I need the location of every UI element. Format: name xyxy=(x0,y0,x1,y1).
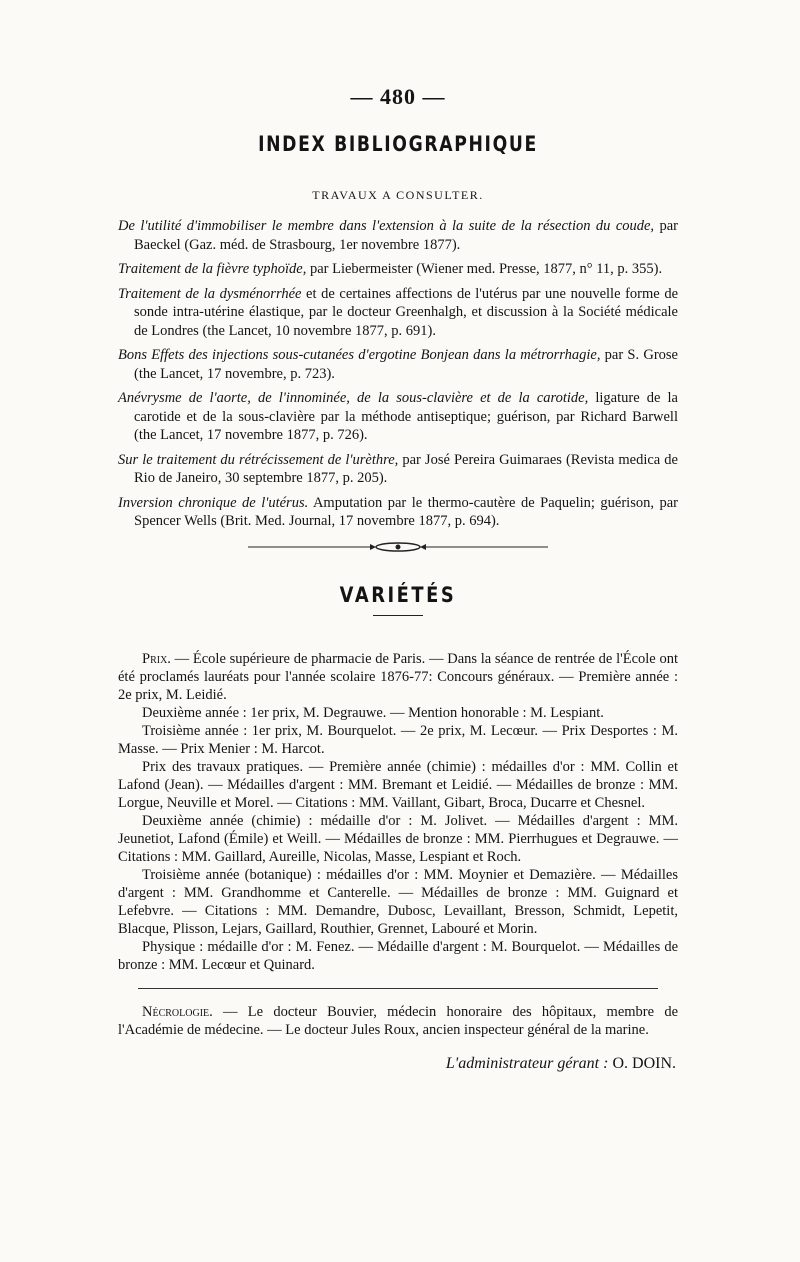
entry-details: ligature de la carotide et de la sous-clavière par la méthode antiseptique; guérison, par Richard Barwell (the Lancet, 17 novembre 1877, p. 726). xyxy=(134,390,678,443)
entry-title: Inversion chronique de l'utérus. xyxy=(118,494,309,511)
bibliography-entry xyxy=(118,389,678,445)
bibliography-entry xyxy=(118,451,678,488)
bibliography-entry xyxy=(118,285,678,341)
necrologie-paragraph xyxy=(118,1003,678,1039)
bibliography-entry xyxy=(118,217,678,254)
bibliography-entry xyxy=(118,346,678,383)
ornament-divider xyxy=(248,541,548,553)
entry-details: Amputation par le thermo-cautère de Paquelin; guérison, par Spencer Wells (Brit. Med. Journal, 17 novembre 1877, p. 694). xyxy=(134,494,679,529)
prizes-section xyxy=(118,650,678,974)
signature-label: L'administrateur gérant : xyxy=(445,1054,609,1072)
signature-name: O. DOIN. xyxy=(608,1054,676,1072)
bibliography-list xyxy=(118,217,678,531)
signature xyxy=(118,1055,678,1073)
entry-title: Traitement de la fièvre typhoïde, xyxy=(118,261,307,277)
bibliography-entry xyxy=(118,260,678,279)
entry-details: par Baeckel (Gaz. méd. de Strasbourg, 1er novembre 1877). xyxy=(134,218,678,253)
entry-details: et de certaines affections de l'utérus par une nouvelle forme de sonde intra-utérine élastique, par le docteur Greenhalgh, et discussion à la Société médicale de Londres (the Lancet, 10 novembre 1877, p. 691). xyxy=(134,285,678,339)
prix-label: Prix. xyxy=(142,650,171,667)
prizes-paragraph: Deuxième année (chimie) : médaille d'or : M. Jolivet. — Médailles d'argent : MM. Jeunetiot, Lafond (Émile) et Weill. — Médailles de bronze : MM. Pierrhugues et Degrauwe. — Citations : MM. Gaillard, Aureille, Nicolas, Masse, Lespiant et Roch. xyxy=(118,812,678,865)
entry-title: Sur le traitement du rétrécissement de l'urèthre, xyxy=(118,451,399,468)
paragraph-text: — École supérieure de pharmacie de Paris. — Dans la séance de rentrée de l'École ont été proclamés lauréats pour l'année scolaire 1876-77: Concours généraux. — Première année : 2e prix, M. Leidié. xyxy=(118,650,678,703)
page xyxy=(118,84,678,1073)
prizes-paragraph: Deuxième année : 1er prix, M. Degrauwe. — Mention honorable : M. Lespiant. xyxy=(142,704,604,721)
title-underline xyxy=(373,615,423,616)
entry-title: Bons Effets des injections sous-cutanées d'ergotine Bonjean dans la métrorrhagie, xyxy=(118,347,601,363)
prizes-paragraph: Troisième année (botanique) : médailles d'or : MM. Moynier et Demazière. — Médailles d'argent : MM. Grandhomme et Canterelle. — Médailles de bronze : MM. Guignard et Lefebvre. — Citations : MM. Demandre, Dubosc, Levaillant, Bresson, Schmidt, Lepetit, Blacque, Plisson, Lejars, Gaillard, Routhier, Grennet, Labouré et Morin. xyxy=(118,866,678,937)
entry-details: par José Pereira Guimaraes (Revista medica de Rio de Janeiro, 30 septembre 1877, p. 205). xyxy=(134,451,678,486)
varietes-title: VARIÉTÉS xyxy=(339,582,457,607)
prizes-intro xyxy=(118,650,678,704)
page-number: — 480 — xyxy=(350,84,446,109)
section-rule xyxy=(138,988,658,989)
entry-details: par Liebermeister (Wiener med. Presse, 1877, n° 11, p. 355). xyxy=(306,261,663,277)
index-subtitle: TRAVAUX A CONSULTER. xyxy=(312,188,484,202)
entry-title: De l'utilité d'immobiliser le membre dans l'extension à la suite de la résection du coude, xyxy=(118,218,655,234)
prizes-paragraph: Troisième année : 1er prix, M. Bourquelot. — 2e prix, M. Lecœur. — Prix Desportes : M. Masse. — Prix Menier : M. Harcot. xyxy=(118,722,678,757)
entry-title: Anévrysme de l'aorte, de l'innominée, de la sous-clavière et de la carotide, xyxy=(118,390,589,406)
bibliography-entry xyxy=(118,494,678,531)
entry-details: par S. Grose (the Lancet, 17 novembre, p. 723). xyxy=(134,347,678,382)
prizes-paragraph: Physique : médaille d'or : M. Fenez. — Médaille d'argent : M. Bourquelot. — Médailles de bronze : MM. Lecœur et Quinard. xyxy=(118,938,678,973)
prizes-paragraph: Prix des travaux pratiques. — Première année (chimie) : médailles d'or : MM. Collin et Lafond (Jean). — Médailles d'argent : MM. Bremant et Leidié. — Médailles de bronze : MM. Lorgue, Neuville et Morel. — Citations : MM. Vaillant, Gibart, Broca, Ducarre et Chesnel. xyxy=(118,758,678,811)
index-title: INDEX BIBLIOGRAPHIQUE xyxy=(258,132,538,156)
necrologie-label: Nécrologie. xyxy=(142,1003,213,1020)
necrologie-text: — Le docteur Bouvier, médecin honoraire des hôpitaux, membre de l'Académie de médecine. — Le docteur Jules Roux, ancien inspecteur général de la marine. xyxy=(118,1003,678,1038)
entry-title: Traitement de la dysménorrhée xyxy=(118,285,302,302)
